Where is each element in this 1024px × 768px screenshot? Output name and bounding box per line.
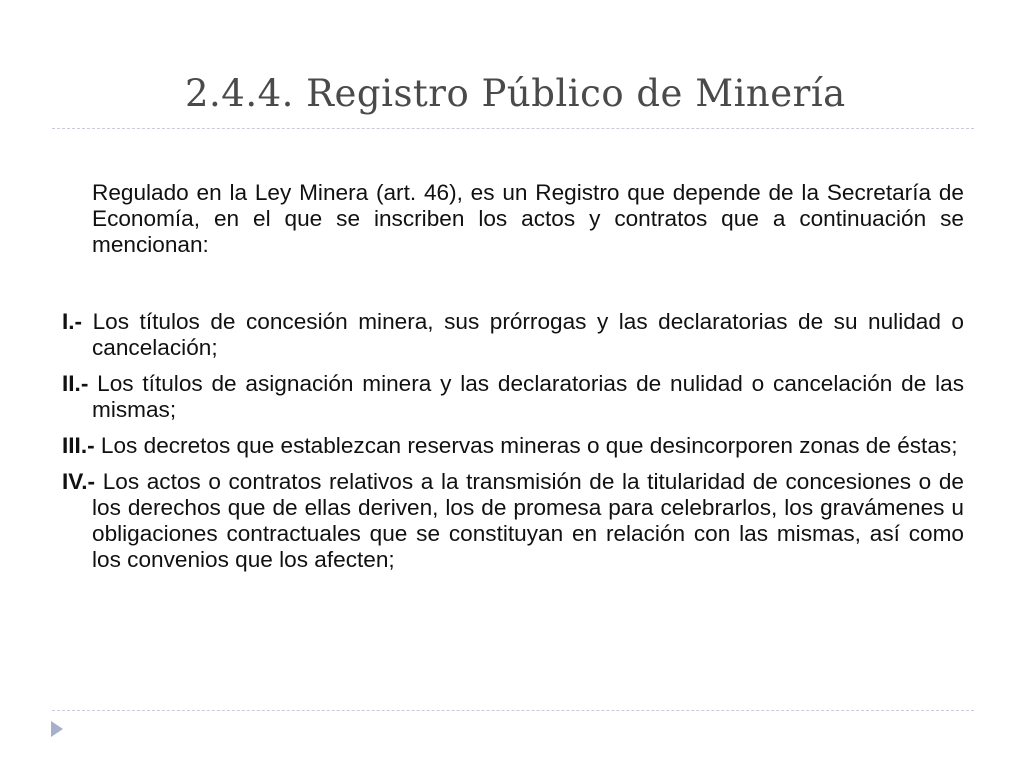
footer-divider xyxy=(52,710,974,711)
intro-paragraph: Regulado en la Ley Minera (art. 46), es un Registro que depende de la Secretaría de Economía, en el que se inscriben los actos y contratos que a continuación se mencionan: xyxy=(92,180,964,257)
item-list xyxy=(62,309,964,583)
item-text: Los decretos que establezcan reservas mineras o que desincorporen zonas de éstas; xyxy=(100,433,958,458)
item-number: II.- xyxy=(62,371,89,396)
list-item xyxy=(62,309,964,361)
list-item xyxy=(62,433,964,459)
item-text: Los títulos de concesión minera, sus prórrogas y las declaratorias de su nulidad o cancelación; xyxy=(92,309,964,360)
item-number: IV.- xyxy=(62,469,96,494)
item-text: Los actos o contratos relativos a la transmisión de la titularidad de concesiones o de los derechos que de ellas deriven, los de promesa para celebrarlos, los gravámenes u obligaciones contractuales que se constituyan en relación con las mismas, así como los convenios que los afecten; xyxy=(92,469,964,572)
list-item xyxy=(62,469,964,573)
item-text: Los títulos de asignación minera y las declaratorias de nulidad o cancelación de las mismas; xyxy=(92,371,964,422)
slide-title: 2.4.4. Registro Público de Minería xyxy=(185,72,846,115)
list-item xyxy=(62,371,964,423)
item-number: III.- xyxy=(62,433,95,458)
title-divider xyxy=(52,128,974,129)
item-number: I.- xyxy=(62,309,83,334)
triangle-right-icon[interactable] xyxy=(51,721,63,737)
